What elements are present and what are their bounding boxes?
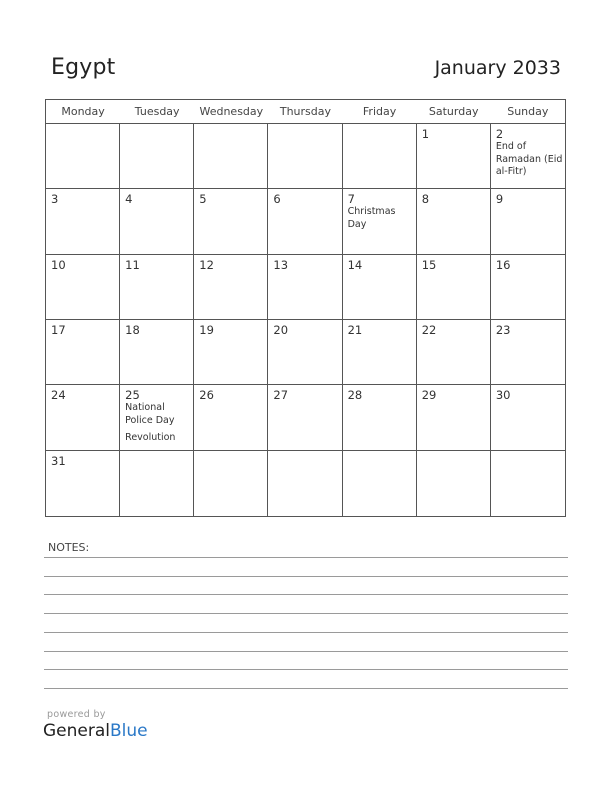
day-cell-16 [491, 255, 565, 320]
powered-by-text: powered by [47, 709, 106, 720]
weekday-thursday: Thursday [279, 105, 332, 118]
day-cell-29 [417, 385, 491, 450]
day-number: 10 [51, 257, 66, 272]
notes-line [44, 669, 568, 670]
day-cell-12 [194, 255, 268, 320]
country-title: Egypt [51, 55, 116, 80]
day-cell-28 [343, 385, 417, 450]
day-cell-15 [417, 255, 491, 320]
weekday-header-row [46, 100, 565, 124]
day-cells [46, 124, 565, 516]
day-number: 21 [347, 323, 363, 337]
day-number: 3 [51, 192, 59, 207]
day-number: 24 [51, 388, 66, 403]
notes-line [44, 651, 568, 652]
day-cell-3 [46, 189, 120, 254]
empty-day-cell [417, 451, 491, 516]
day-number: 17 [51, 323, 66, 337]
day-cell-27 [268, 385, 342, 450]
day-cell-5 [194, 189, 268, 254]
day-number: 6 [273, 192, 281, 207]
day-cell-13 [268, 255, 342, 320]
holiday-event: National Police Day [125, 402, 175, 426]
day-number: 27 [273, 388, 289, 403]
empty-day-cell [268, 451, 342, 516]
weekday-tuesday: Tuesday [134, 105, 180, 118]
day-cell-1 [417, 124, 491, 189]
day-cell-2 [491, 124, 565, 189]
day-number: 2 [495, 127, 504, 141]
day-number: 1 [421, 127, 430, 141]
day-cell-17 [46, 320, 120, 385]
day-cell-30 [491, 385, 565, 450]
day-number: 26 [199, 388, 214, 403]
holiday-event: Christmas Day [347, 206, 396, 230]
day-number: 7 [347, 192, 355, 207]
day-cell-22 [417, 320, 491, 385]
day-cell-19 [194, 320, 268, 385]
day-number: 29 [421, 388, 437, 403]
empty-day-cell [46, 124, 120, 189]
day-cell-26 [194, 385, 268, 450]
notes-label: NOTES: [48, 541, 90, 554]
weekday-wednesday: Wednesday [199, 105, 264, 118]
month-year-title: January 2033 [434, 57, 561, 79]
day-number: 11 [125, 257, 140, 272]
generalblue-logo[interactable] [43, 721, 148, 741]
holiday-event: End of Ramadan (Eid al-Fitr) [495, 141, 563, 177]
day-cell-6 [268, 189, 342, 254]
empty-day-cell [491, 451, 565, 516]
day-cell-4 [120, 189, 194, 254]
empty-day-cell [343, 451, 417, 516]
day-number: 28 [347, 388, 363, 403]
weekday-sunday: Sunday [507, 105, 549, 118]
day-cell-24 [46, 385, 120, 450]
day-number: 22 [421, 323, 437, 337]
empty-day-cell [194, 451, 268, 516]
brand-blue: Blue [110, 721, 148, 741]
day-cell-9 [491, 189, 565, 254]
day-cell-23 [491, 320, 565, 385]
notes-line [44, 632, 568, 633]
day-number: 13 [273, 257, 289, 272]
holiday-event: Revolution [125, 432, 176, 444]
day-cell-8 [417, 189, 491, 254]
day-cell-21 [343, 320, 417, 385]
notes-line [44, 613, 568, 614]
day-number: 23 [495, 323, 511, 337]
empty-day-cell [194, 124, 268, 189]
calendar-grid [45, 99, 566, 517]
day-number: 30 [495, 388, 511, 403]
day-number: 15 [421, 257, 437, 272]
day-number: 16 [495, 257, 511, 272]
day-number: 18 [125, 323, 140, 337]
notes-line [44, 576, 568, 577]
brand-general: General [43, 721, 110, 741]
notes-line [44, 594, 568, 595]
day-cell-14 [343, 255, 417, 320]
day-number: 9 [495, 192, 504, 207]
day-number: 25 [125, 388, 140, 403]
day-number: 8 [421, 192, 430, 207]
empty-day-cell [120, 124, 194, 189]
weekday-monday: Monday [61, 105, 105, 118]
day-number: 31 [51, 453, 66, 468]
notes-line [44, 557, 568, 558]
empty-day-cell [268, 124, 342, 189]
day-cell-10 [46, 255, 120, 320]
day-number: 14 [347, 257, 363, 272]
day-cell-25 [120, 385, 194, 450]
weekday-saturday: Saturday [428, 105, 479, 118]
day-number: 20 [273, 323, 289, 337]
day-cell-31 [46, 451, 120, 516]
weekday-friday: Friday [362, 105, 397, 118]
empty-day-cell [343, 124, 417, 189]
day-cell-7 [343, 189, 417, 254]
day-number: 19 [199, 323, 214, 337]
day-number: 4 [125, 192, 133, 207]
empty-day-cell [120, 451, 194, 516]
day-number: 12 [199, 257, 214, 272]
day-cell-11 [120, 255, 194, 320]
notes-line [44, 688, 568, 689]
day-cell-18 [120, 320, 194, 385]
day-cell-20 [268, 320, 342, 385]
day-number: 5 [199, 192, 207, 207]
